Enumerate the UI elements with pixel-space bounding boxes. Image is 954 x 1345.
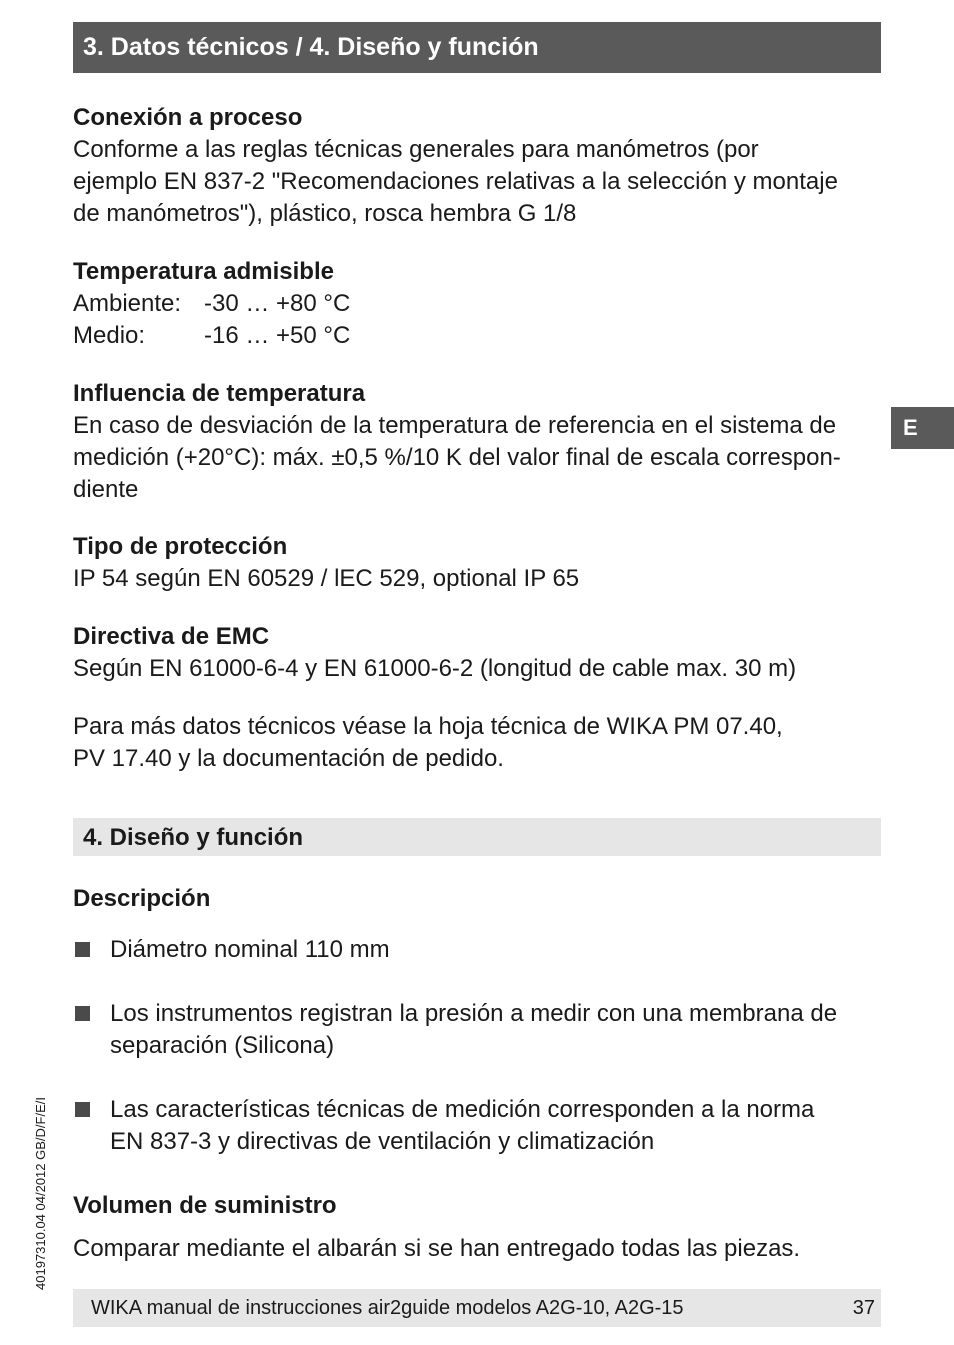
influencia-block (73, 378, 885, 506)
temperatura-heading: Temperatura admisible (73, 258, 334, 285)
document-code: 40197310.04 04/2012 GB/D/F/E/I (33, 1097, 48, 1290)
emc-block (73, 621, 885, 685)
mas-datos-line-2: PV 17.40 y la documentación de pedido. (73, 745, 504, 772)
influencia-line-2: medición (+20°C): máx. ±0,5 %/10 K del valor final de escala correspon- (73, 444, 841, 471)
influencia-heading: Influencia de temperatura (73, 380, 366, 407)
volumen-text-block (73, 1233, 885, 1265)
conexion-line-2: ejemplo EN 837-2 "Recomendaciones relativas a la selección y montaje (73, 168, 838, 195)
bullet-line: Diámetro nominal 110 mm (110, 936, 390, 963)
temperatura-row-medio (73, 320, 885, 352)
conexion-line-3: de manómetros"), plástico, rosca hembra G 1/8 (73, 200, 577, 227)
list-item (73, 1094, 885, 1158)
temperatura-block (73, 256, 885, 352)
section-header-bar (73, 22, 881, 73)
emc-line-1: Según EN 61000-6-4 y EN 61000-6-2 (longitud de cable max. 30 m) (73, 655, 797, 682)
section-4-title: 4. Diseño y función (83, 824, 304, 851)
page-number: 37 (852, 1297, 875, 1319)
bullet-line: Las características técnicas de medición corresponden a la norma (110, 1096, 815, 1123)
temperatura-value: -16 … +50 °C (204, 322, 351, 349)
descripcion-heading-block (73, 883, 885, 915)
list-item (73, 998, 885, 1062)
page-title: 3. Datos técnicos / 4. Diseño y función (83, 33, 539, 61)
temperatura-value: -30 … +80 °C (204, 290, 351, 317)
square-bullet-icon (75, 1102, 90, 1117)
conexion-heading: Conexión a proceso (73, 104, 303, 131)
proteccion-line-1: IP 54 según EN 60529 / lEC 529, optional IP 65 (73, 565, 580, 592)
footer-text: WIKA manual de instrucciones air2guide modelos A2G-10, A2G-15 (91, 1297, 684, 1319)
influencia-line-1: En caso de desviación de la temperatura de referencia en el sistema de (73, 412, 837, 439)
square-bullet-icon (75, 942, 90, 957)
emc-heading: Directiva de EMC (73, 623, 270, 650)
list-item (73, 934, 885, 966)
conexion-line-1: Conforme a las reglas técnicas generales para manómetros (por (73, 136, 759, 163)
square-bullet-icon (75, 1006, 90, 1021)
bullet-line: separación (Silicona) (110, 1032, 335, 1059)
bullet-line: Los instrumentos registran la presión a medir con una membrana de (110, 1000, 838, 1027)
volumen-text: Comparar mediante el albarán si se han entregado todas las piezas. (73, 1235, 801, 1262)
section-4-bar (73, 818, 881, 856)
bullet-line: EN 837-3 y directivas de ventilación y climatización (110, 1128, 655, 1155)
influencia-line-3: diente (73, 476, 139, 503)
mas-datos-line-1: Para más datos técnicos véase la hoja técnica de WIKA PM 07.40, (73, 713, 783, 740)
temperatura-label: Medio: (73, 322, 146, 349)
temperatura-row-ambiente (73, 288, 885, 320)
conexion-block (73, 102, 885, 230)
proteccion-heading: Tipo de protección (73, 533, 288, 560)
language-tab (891, 407, 954, 449)
language-tab-label: E (903, 415, 918, 440)
volumen-heading: Volumen de suministro (73, 1192, 337, 1219)
descripcion-heading: Descripción (73, 885, 211, 912)
footer-bar (73, 1289, 881, 1327)
proteccion-block (73, 531, 885, 595)
volumen-heading-block (73, 1190, 885, 1222)
temperatura-label: Ambiente: (73, 290, 182, 317)
mas-datos-block (73, 711, 885, 775)
